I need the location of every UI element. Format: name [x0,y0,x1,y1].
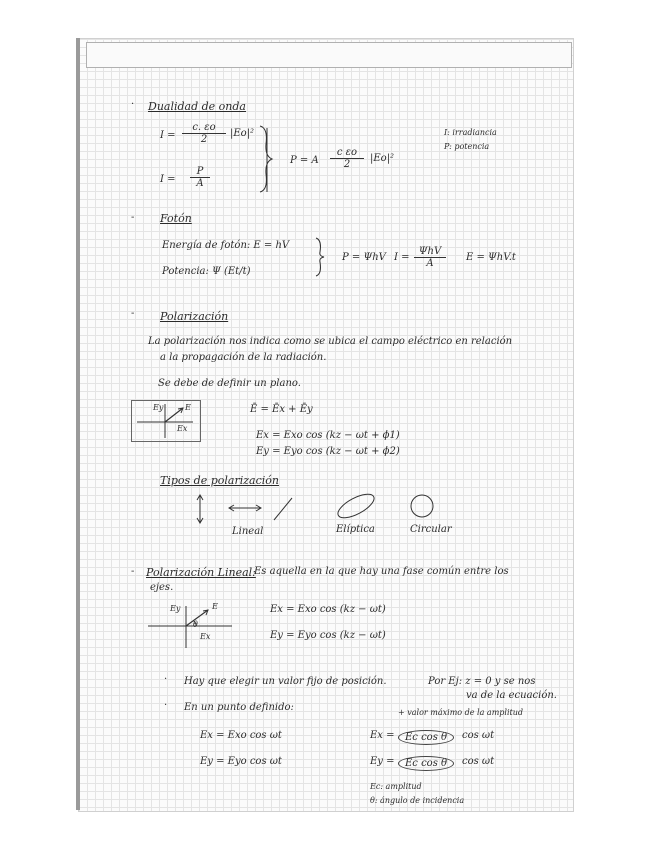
duality-i-tail: |Eo|² [230,128,255,139]
linear-right-ex-tail: cos ωt [462,730,495,741]
duality-i2-label: I = [160,174,176,185]
bullet-dash: - [131,308,135,319]
linear-description-line1: Es aquella en la que hay una fase común entre los [254,566,509,577]
duality-p-denominator: 2 [343,159,351,170]
duality-p-tail: |Eo|² [370,153,395,164]
bullet-dot: · [164,674,168,685]
linear-def-amplitude: Ec: amplitud [370,782,422,791]
duality-p-label: P = A [290,155,319,166]
photon-i-denominator: A [426,258,434,269]
section-title-types: Tipos de polarización [160,474,279,487]
linear-bullet2: En un punto definido: [184,702,294,713]
polarization-axis-e: E [185,403,191,412]
duality-i2-numerator: P [190,166,210,178]
polarization-axis-ey: Ey [153,403,164,412]
linear-right-ex-circled: Ec cos θ [398,730,454,745]
duality-note-power: P: potencia [444,142,490,151]
duality-note-irradiance: I: irradiancia [444,128,497,137]
linear-right-ex-label: Ex = [370,730,395,741]
linear-note-max-amplitude: + valor máximo de la amplitud [398,708,523,717]
linear-right-ey-tail: cos ωt [462,756,495,767]
bullet-dash: - [131,212,135,223]
duality-i2-fraction [190,166,210,189]
polarization-text-line3: Se debe de definir un plano. [158,378,301,389]
linear-def-angle: θ: ángulo de incidencia [370,796,465,805]
linear-ey-equation: Ey = Eyo cos (kz − ωt) [270,630,386,641]
duality-p-fraction [330,147,364,170]
linear-axes-diagram [146,600,236,650]
polarization-ex-equation: Ex = Exo cos (kz − ωt + ϕ1) [256,430,400,441]
duality-i-label: I = [160,130,176,141]
type-elliptic-label: Elíptica [336,524,375,535]
linear-description-line2: ejes. [150,582,174,593]
section-title-photon: Fotón [160,212,192,225]
duality-i-fraction [182,122,226,145]
duality-i-denominator: 2 [200,134,208,145]
photon-i-fraction [414,246,446,269]
polarization-text-line1: La polarización nos indica como se ubica el campo eléctrico en relación [148,336,513,347]
type-linear-label: Lineal [232,526,264,537]
duality-i-numerator: c. εo [182,122,226,134]
linear-left-ey: Ey = Eyo cos ωt [200,756,282,767]
polarization-axis-ex: Ex [177,424,188,433]
duality-p-numerator: c εo [330,147,364,159]
type-circular-label: Circular [410,524,452,535]
linear-right-ey-label: Ey = [370,756,395,767]
photon-i-numerator: ΨhV [414,246,446,258]
duality-i2-denominator: A [196,178,204,189]
photon-flux: Potencia: Ψ (Et/t) [162,266,251,277]
photon-brace [314,236,326,278]
polarization-types-diagram [190,492,440,528]
duality-brace [258,124,278,194]
polarization-ey-equation: Ey = Eyo cos (kz − ωt + ϕ2) [256,446,400,457]
photon-e-equation: E = ΨhV.t [466,252,516,263]
linear-left-ex: Ex = Exo cos ωt [200,730,282,741]
bullet-dot: · [164,700,168,711]
linear-right-ey-circled: Ec cos θ [398,756,454,771]
photon-i-label: I = [394,252,410,263]
linear-ex-equation: Ex = Exo cos (kz − ωt) [270,604,386,615]
page-binding-edge [76,38,80,810]
bullet-dash: - [131,566,135,577]
linear-axis-theta: θ [193,620,198,629]
bullet-dot: · [131,99,135,110]
photon-p-equation: P = ΨhV [342,252,386,263]
linear-bullet1: Hay que elegir un valor fijo de posición. [184,676,387,687]
linear-bullet1-continuation: va de la ecuación. [466,690,557,701]
section-title-polarization: Polarización [160,310,229,323]
polarization-vector-equation: Ē = Ēx + Ēy [250,404,313,415]
photon-energy: Energía de fotón: E = hV [162,240,290,251]
linear-axis-e: E [212,602,218,611]
linear-axis-ex: Ex [200,632,211,641]
linear-bullet1-example: Por Ej: z = 0 y se nos [428,676,536,687]
section-title-linear: Polarización Lineal: [146,566,256,579]
linear-axis-ey: Ey [170,604,181,613]
section-title-duality: Dualidad de onda [148,100,246,113]
page-header-box [86,42,572,68]
polarization-text-line2: a la propagación de la radiación. [160,352,327,363]
